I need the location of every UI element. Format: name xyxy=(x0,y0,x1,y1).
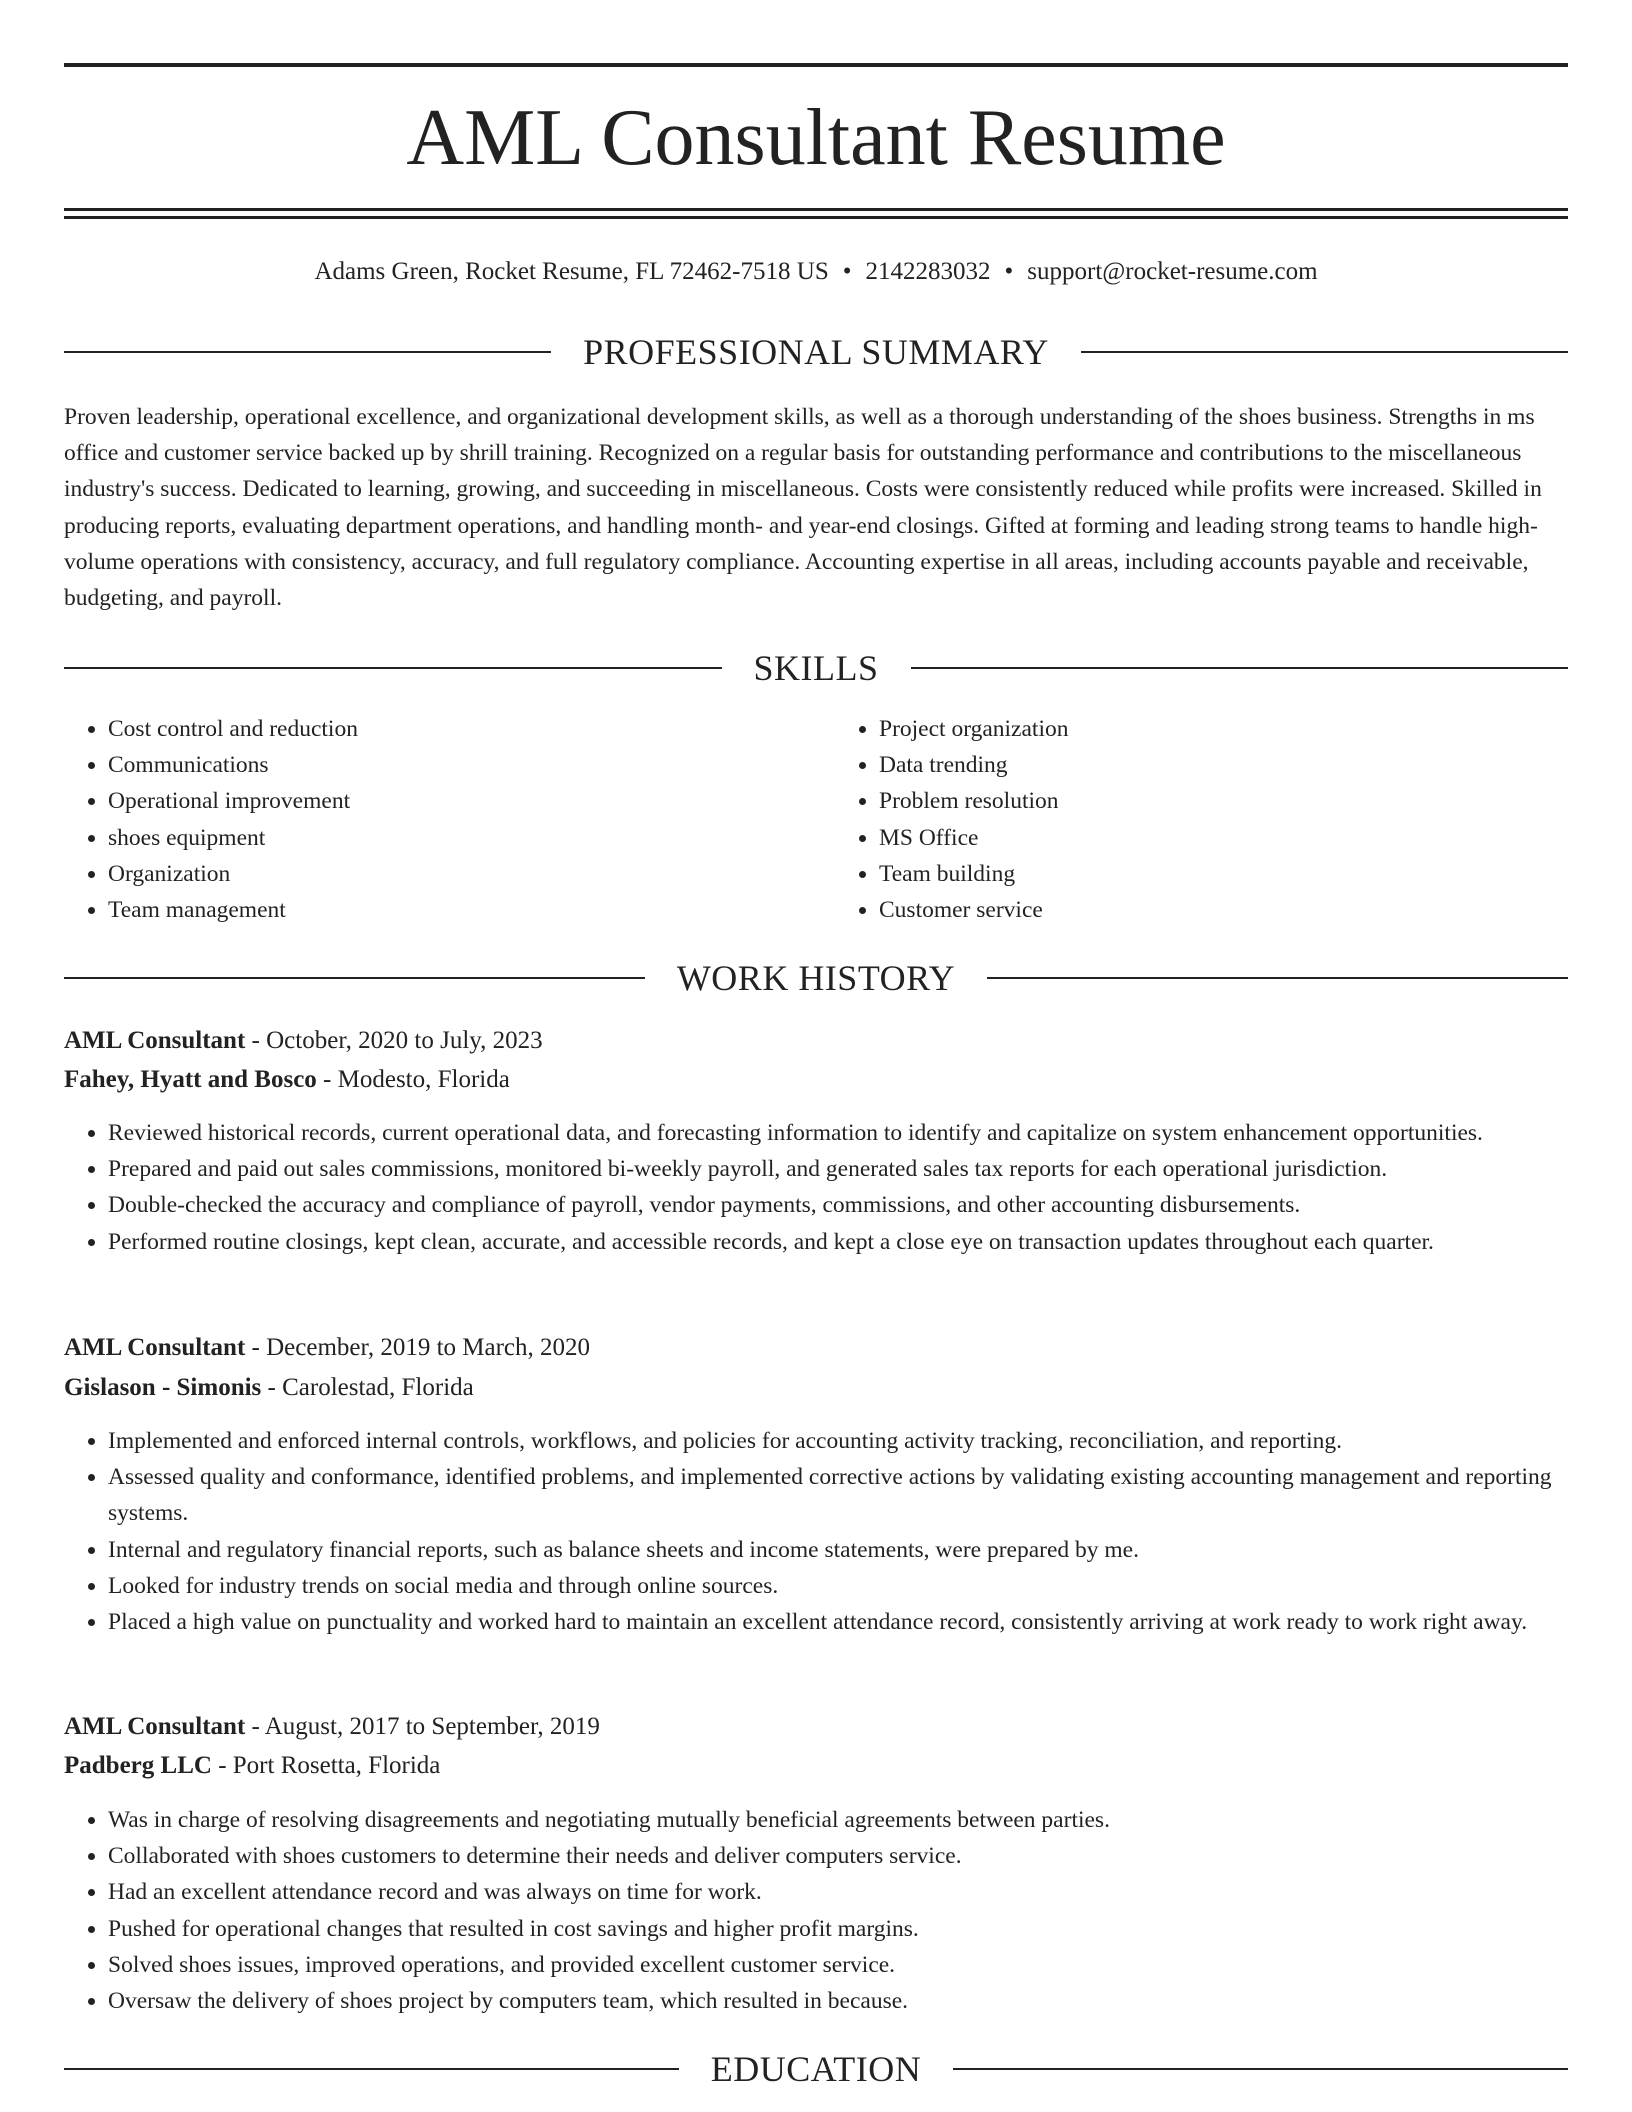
skills-column-right xyxy=(797,711,1568,928)
skill-item: • MS Office xyxy=(879,820,1568,856)
divider xyxy=(911,667,1569,669)
job-title: AML Consultant xyxy=(64,1713,246,1740)
divider xyxy=(64,977,645,979)
divider xyxy=(953,2068,1568,2070)
skill-item: • Operational improvement xyxy=(108,783,797,819)
contact-separator: • xyxy=(1004,258,1014,285)
contact-separator: • xyxy=(842,258,852,285)
skill-item: • Communications xyxy=(108,747,797,783)
job-bullets xyxy=(64,1802,1612,2019)
section-heading-summary xyxy=(64,330,1568,374)
skills-column-left xyxy=(64,711,797,928)
skill-item: • Cost control and reduction xyxy=(108,711,797,747)
job-dates: August, 2017 to September, 2019 xyxy=(264,1713,600,1740)
job-bullets xyxy=(64,1115,1612,1260)
job-bullet: • Looked for industry trends on social media and through online sources. xyxy=(108,1568,1612,1604)
skill-item: • Project organization xyxy=(879,711,1568,747)
contact-address: Adams Green, Rocket Resume, FL 72462-7518 US xyxy=(314,258,829,285)
job-bullet: • Had an excellent attendance record and was always on time for work. xyxy=(108,1874,1612,1910)
contact-line xyxy=(64,254,1568,290)
divider xyxy=(64,2068,679,2070)
job-title-line: AML Consultant - August, 2017 to September, 2019 xyxy=(64,1713,600,1740)
section-title: EDUCATION xyxy=(710,2049,922,2089)
section-title: PROFESSIONAL SUMMARY xyxy=(583,332,1049,372)
contact-email: support@rocket-resume.com xyxy=(1027,258,1318,285)
divider xyxy=(987,977,1568,979)
job-bullet: • Prepared and paid out sales commissions, monitored bi-weekly payroll, and generated sales tax reports for each operational jurisdiction. xyxy=(108,1151,1612,1187)
job-bullet: • Implemented and enforced internal controls, workflows, and policies for accounting activity tracking, reconciliation, and reporting. xyxy=(108,1423,1612,1459)
job-location: Port Rosetta, Florida xyxy=(232,1752,441,1779)
job-title: AML Consultant xyxy=(64,1027,246,1054)
job-bullet: • Pushed for operational changes that resulted in cost savings and higher profit margins. xyxy=(108,1911,1612,1947)
job-company-line: Gislason - Simonis - Carolestad, Florida xyxy=(64,1374,474,1401)
job-company-line: Fahey, Hyatt and Bosco - Modesto, Florida xyxy=(64,1066,510,1093)
job-dates: October, 2020 to July, 2023 xyxy=(266,1027,543,1054)
divider xyxy=(64,667,722,669)
job-company: Padberg LLC xyxy=(64,1752,212,1779)
skill-item: • Team management xyxy=(108,892,797,928)
job-location: Carolestad, Florida xyxy=(282,1374,474,1401)
job-dates: December, 2019 to March, 2020 xyxy=(266,1334,591,1361)
skill-item: • Problem resolution xyxy=(879,783,1568,819)
skill-item: • shoes equipment xyxy=(108,820,797,856)
job-bullet: • Oversaw the delivery of shoes project by computers team, which resulted in because. xyxy=(108,1983,1612,2019)
section-heading-education xyxy=(64,2047,1568,2091)
divider xyxy=(64,351,551,353)
job-bullet: • Double-checked the accuracy and compliance of payroll, vendor payments, commissions, and other accounting disbursements. xyxy=(108,1187,1612,1223)
skill-item: • Customer service xyxy=(879,892,1568,928)
skill-item: • Data trending xyxy=(879,747,1568,783)
title-rule-upper xyxy=(64,208,1568,211)
section-heading-work-history xyxy=(64,956,1568,1000)
job-bullet: • Collaborated with shoes customers to determine their needs and deliver computers service. xyxy=(108,1838,1612,1874)
skills-list xyxy=(64,711,1568,928)
job-bullet: • Placed a high value on punctuality and worked hard to maintain an excellent attendance record, consistently arriving at work ready to work right away. xyxy=(108,1604,1612,1640)
job-title-line: AML Consultant - October, 2020 to July, 2023 xyxy=(64,1027,543,1054)
page-title: AML Consultant Resume xyxy=(406,94,1226,182)
skill-item: • Organization xyxy=(108,856,797,892)
job-bullet: • Performed routine closings, kept clean, accurate, and accessible records, and kept a close eye on transaction updates throughout each quarter. xyxy=(108,1224,1612,1260)
divider xyxy=(1081,351,1568,353)
title-rule-lower xyxy=(64,216,1568,219)
job-company: Fahey, Hyatt and Bosco xyxy=(64,1066,317,1093)
contact-phone: 2142283032 xyxy=(865,258,991,285)
section-heading-skills xyxy=(64,646,1568,690)
summary-text: Proven leadership, operational excellence, and organizational development skills, as well as a thorough understanding of the shoes business. Strengths in ms office and customer service backed up by shrill training. Recognized on a regular basis for outstanding performance and contributions to the miscellaneous industry's success. Dedicated to learning, growing, and succeeding in miscellaneous. Costs were consistently reduced while profits were increased. Skilled in producing reports, evaluating department operations, and handling month- and year-end closings. Gifted at forming and leading strong teams to handle high-volume operations with consistency, accuracy, and full regulatory compliance. Accounting expertise in all areas, including accounts payable and receivable, budgeting, and payroll. xyxy=(64,404,1542,612)
job-bullet: • Assessed quality and conformance, identified problems, and implemented corrective actions by validating existing accounting management and reporting systems. xyxy=(108,1459,1612,1531)
skill-item: • Team building xyxy=(879,856,1568,892)
job-title: AML Consultant xyxy=(64,1334,246,1361)
job-bullet: • Reviewed historical records, current operational data, and forecasting information to identify and capitalize on system enhancement opportunities. xyxy=(108,1115,1612,1151)
section-title: WORK HISTORY xyxy=(676,958,956,998)
job-company-line: Padberg LLC - Port Rosetta, Florida xyxy=(64,1752,441,1779)
section-title: SKILLS xyxy=(753,648,879,688)
job-location: Modesto, Florida xyxy=(337,1066,510,1093)
job-bullet: • Internal and regulatory financial reports, such as balance sheets and income statements, were prepared by me. xyxy=(108,1532,1612,1568)
job-company: Gislason - Simonis xyxy=(64,1374,262,1401)
top-rule xyxy=(64,63,1568,67)
job-bullets xyxy=(64,1423,1612,1640)
job-bullet: • Solved shoes issues, improved operations, and provided excellent customer service. xyxy=(108,1947,1612,1983)
job-title-line: AML Consultant - December, 2019 to March, 2020 xyxy=(64,1334,591,1361)
job-bullet: • Was in charge of resolving disagreements and negotiating mutually beneficial agreements between parties. xyxy=(108,1802,1612,1838)
